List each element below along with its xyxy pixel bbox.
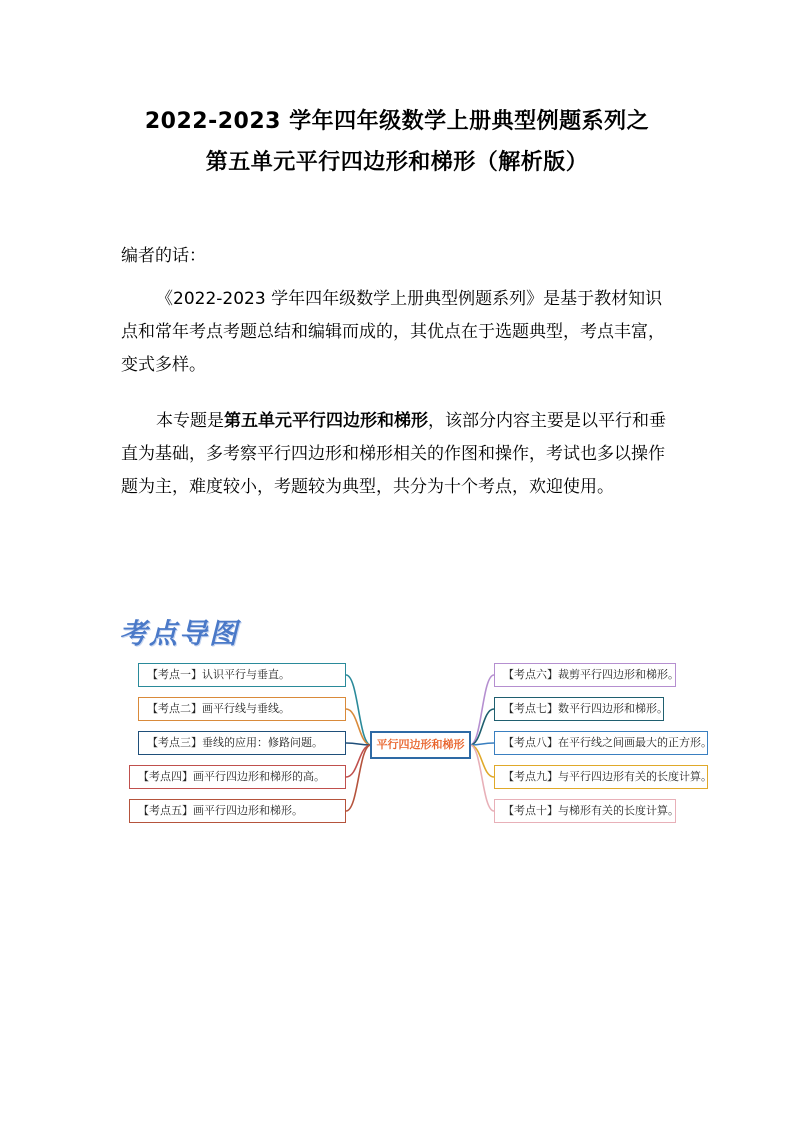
connector-right-5	[470, 745, 494, 811]
paragraph-2-bold-topic: 第五单元平行四边形和梯形	[224, 411, 428, 431]
kaodian-node-right-1: 【考点六】裁剪平行四边形和梯形。	[494, 663, 676, 687]
connector-left-4	[346, 745, 371, 777]
kaodian-node-left-5: 【考点五】画平行四边形和梯形。	[129, 799, 346, 823]
title-line-1: 2022-2023 学年四年级数学上册典型例题系列之	[144, 109, 650, 134]
kaodian-node-left-2: 【考点二】画平行线与垂线。	[138, 697, 346, 721]
kaodian-node-left-4: 【考点四】画平行四边形和梯形的高。	[129, 765, 346, 789]
mindmap-heading: 考点导图	[119, 617, 240, 650]
title-line-2: 第五单元平行四边形和梯形（解析版）	[205, 150, 589, 175]
editor-label: 编者的话：	[121, 246, 206, 266]
kaodian-node-right-2: 【考点七】数平行四边形和梯形。	[494, 697, 664, 721]
paragraph-2-suffix: ，该部分内容主要是以平行和垂直为基础，多考察平行四边形和梯形相关的作图和操作，考试也多以操作题为主，难度较小，考题较为典型，共分为十个考点，欢迎使用。	[121, 411, 666, 497]
kaodian-node-left-3: 【考点三】垂线的应用：修路问题。	[138, 731, 346, 755]
kaodian-node-right-4: 【考点九】与平行四边形有关的长度计算。	[494, 765, 708, 789]
connector-left-5	[346, 745, 371, 811]
paragraph-2-prefix: 本专题是	[156, 411, 224, 431]
kaodian-node-right-5: 【考点十】与梯形有关的长度计算。	[494, 799, 676, 823]
connector-right-4	[470, 745, 494, 777]
mindmap-center-node: 平行四边形和梯形	[370, 731, 471, 759]
intro-paragraph-1: 《2022-2023 学年四年级数学上册典型例题系列》是基于教材知识点和常年考点考题总结和编辑而成的，其优点在于选题典型，考点丰富，变式多样。	[121, 289, 665, 375]
kaodian-node-left-1: 【考点一】认识平行与垂直。	[138, 663, 346, 687]
kaodian-node-right-3: 【考点八】在平行线之间画最大的正方形。	[494, 731, 708, 755]
